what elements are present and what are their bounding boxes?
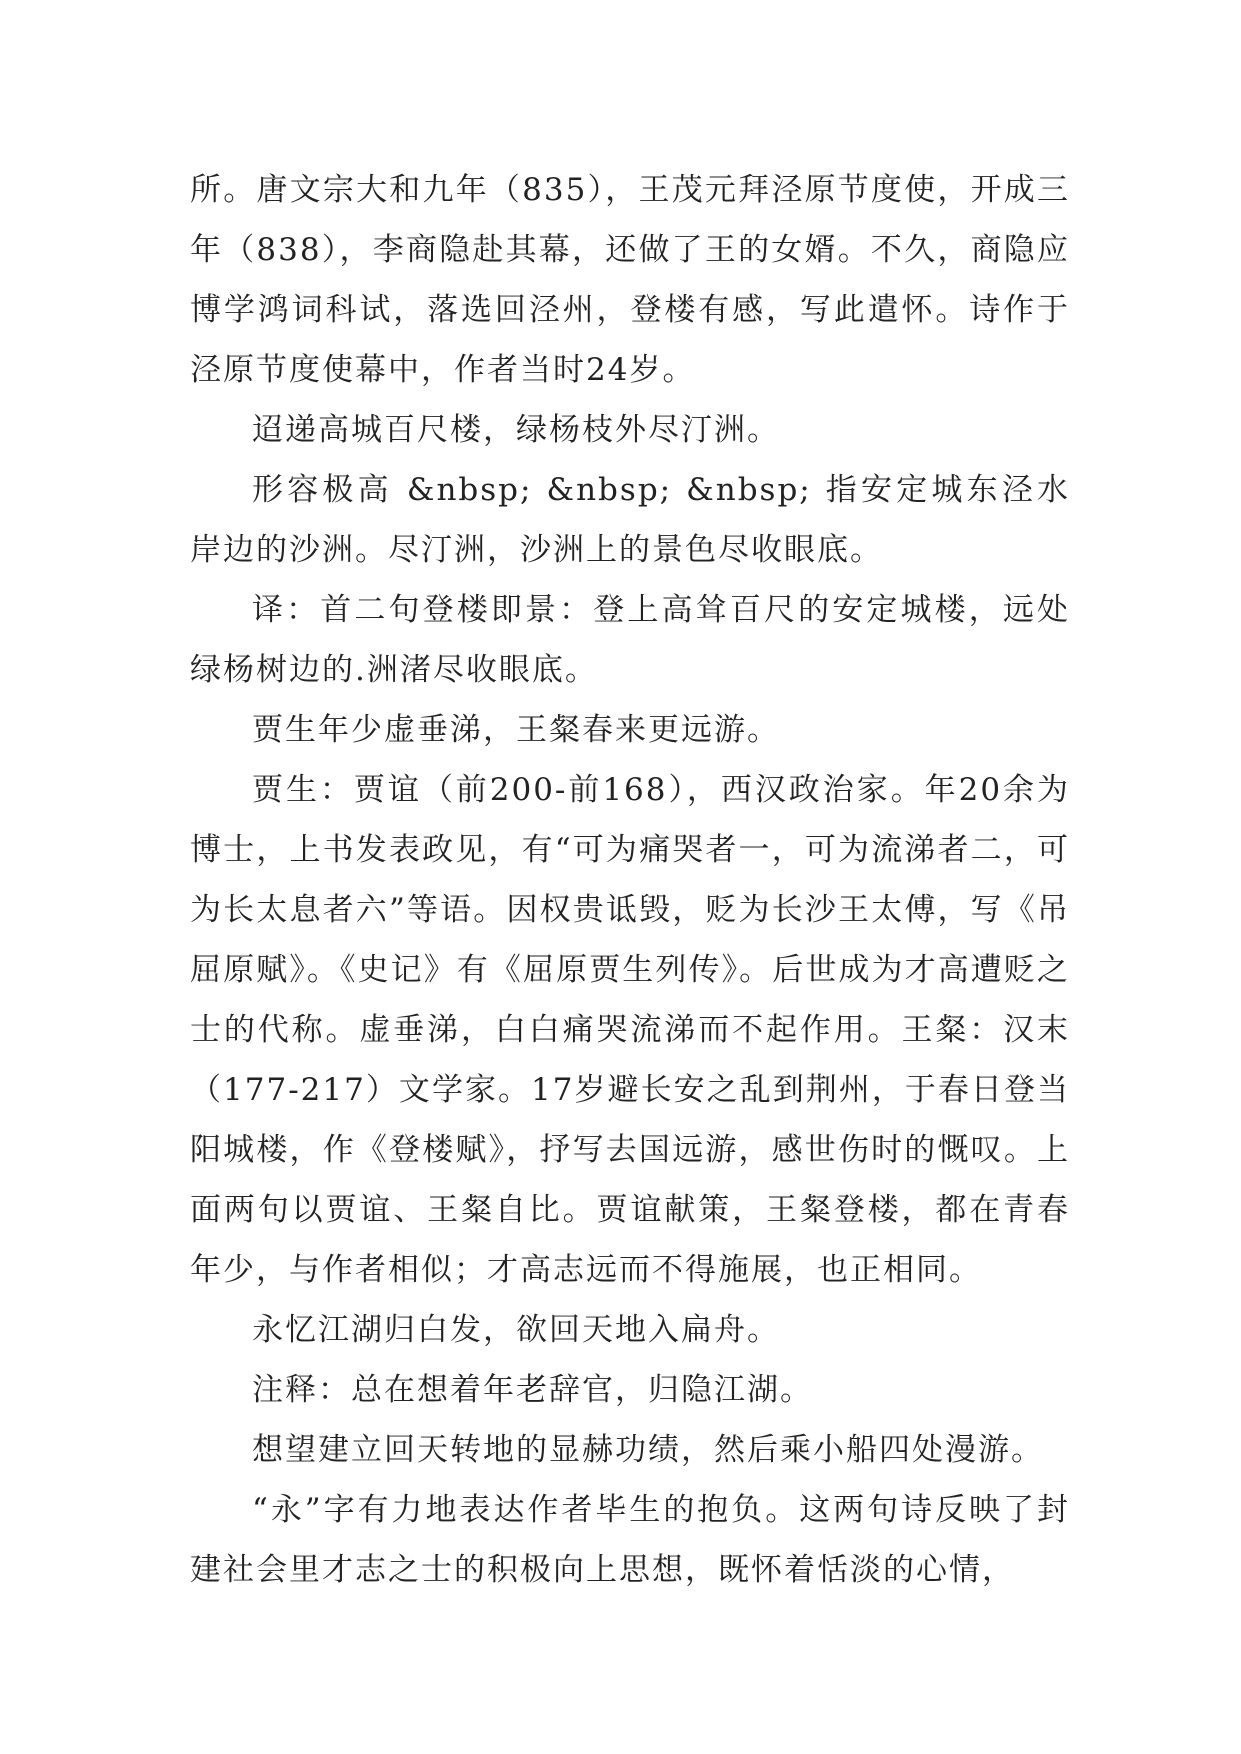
- paragraph-poem-line-2: 贾生年少虚垂涕，王粲春来更远游。: [252, 712, 780, 748]
- body-text: [190, 160, 1070, 1600]
- paragraph-annotation-1: 形容极高 &nbsp; &nbsp; &nbsp; 指安定城东泾水岸边的沙洲。尽汀洲，沙洲上的景色尽收眼底。: [190, 472, 1070, 568]
- paragraph-annotation-2: 贾生：贾谊（前200-前168），西汉政治家。年20余为博士，上书发表政见，有“可为痛哭者一，可为流涕者二，可为长太息者六”等语。因权贵诋毁，贬为长沙王太傅，写《吊屈原赋》。《史记》有《屈原贾生列传》。后世成为才高遭贬之士的代称。虚垂涕，白白痛哭流涕而不起作用。王粲：汉末（177-217）文学家。17岁避长安之乱到荆州，于春日登当阳城楼，作《登楼赋》，抒写去国远游，感世伤时的慨叹。上面两句以贾谊、王粲自比。贾谊献策，王粲登楼，都在青春年少，与作者相似；才高志远而不得施展，也正相同。: [190, 772, 1070, 1288]
- paragraph-translation-1: 译：首二句登楼即景：登上高耸百尺的安定城楼，远处绿杨树边的.洲渚尽收眼底。: [190, 592, 1070, 688]
- paragraph-poem-line-1: 迢递高城百尺楼，绿杨枝外尽汀洲。: [252, 412, 780, 448]
- paragraph-poem-line-3: 永忆江湖归白发，欲回天地入扁舟。: [252, 1312, 780, 1348]
- paragraph-annotation-3: 注释：总在想着年老辞官，归隐江湖。: [252, 1372, 813, 1408]
- paragraph-intro: 所。唐文宗大和九年（835），王茂元拜泾原节度使，开成三年（838），李商隐赴其幕，还做了王的女婿。不久，商隐应博学鸿词科试，落选回泾州，登楼有感，写此遣怀。诗作于泾原节度使幕中，作者当时24岁。: [190, 172, 1070, 388]
- paragraph-annotation-4: 想望建立回天转地的显赫功绩，然后乘小船四处漫游。: [252, 1432, 1044, 1468]
- paragraph-commentary: “永”字有力地表达作者毕生的抱负。这两句诗反映了封建社会里才志之士的积极向上思想，既怀着恬淡的心情，: [190, 1492, 1070, 1588]
